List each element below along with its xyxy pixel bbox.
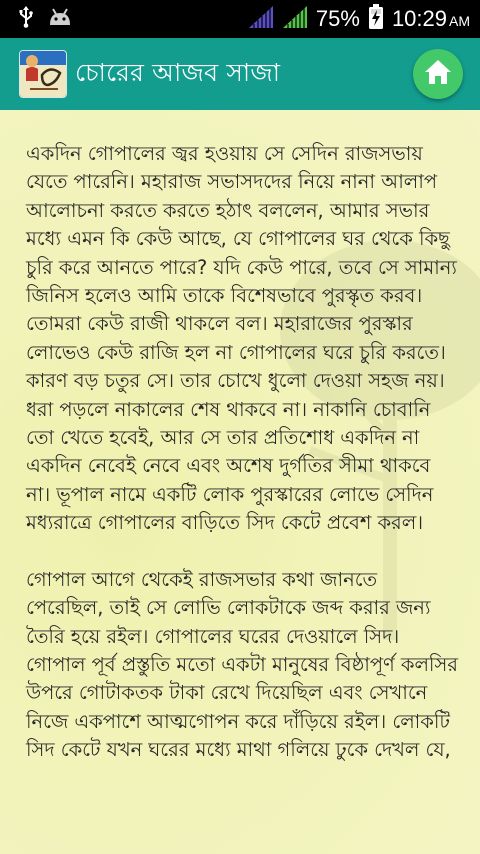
home-button[interactable]: [413, 49, 463, 99]
battery-percent: 75%: [315, 6, 360, 31]
story-content[interactable]: [0, 110, 480, 854]
status-bar: [0, 0, 480, 38]
app-bar: [0, 38, 480, 110]
gopal-bhar-logo-icon: [19, 50, 67, 98]
battery-charging-icon: [368, 4, 384, 34]
wifi-signal-icon: [248, 5, 274, 33]
story-paragraph: গোপাল আগে থেকেই রাজসভার কথা জানতে পেরেছিল, তাই সে লোভি লোকটাকে জব্দ করার জন্য তৈরি হয়ে রইল। গোপালের ঘরের দেওয়ালে সিদ। গোপাল পূর্ব প্রস্তুতি মতো একটা মানুষের বিষ্ঠাপূর্ণ কলসির উপরে গোটাকতক টাকা রেখে দিয়েছিল এবং সেখানে নিজে একপাশে আত্মগোপন করে দাঁড়িয়ে রইল। লোকটি সিদ কেটে যখন ঘরের মধ্যে মাথা গলিয়ে ঢুকে দেখল যে,: [26, 567, 458, 762]
android-icon: [48, 8, 72, 30]
page-title: চোরের আজব সাজা: [75, 57, 281, 87]
clock-ampm: AM: [449, 13, 470, 29]
home-icon: [424, 59, 452, 89]
clock: [392, 6, 470, 32]
usb-icon: [18, 6, 34, 32]
cell-signal-icon: [282, 5, 308, 33]
clock-time: 10:29: [391, 6, 447, 31]
story-paragraph: একদিন গোপালের জ্বর হওয়ায় সে সেদিন রাজসভায় যেতে পারেনি। মহারাজ সভাসদদের নিয়ে নানা আলাপ আলোচনা করতে করতে হঠাৎ বললেন, আমার সভার মধ্যে এমন কি কেউ আছে, যে গোপালের ঘর থেকে কিছু চুরি করে আনতে পারে? যদি কেউ পারে, তবে সে সামান্য জিনিস হলেও আমি তাকে বিশেষভাবে পুরস্কৃত করব। তোমরা কেউ রাজী থাকলে বল। মহারাজের পুরস্কার লোভেও কেউ রাজি হল না গোপালের ঘরে চুরি করতে। কারণ বড় চতুর সে। তার চোখে ধুলো দেওয়া সহজ নয়। ধরা পড়লে নাকালের শেষ থাকবে না। নাকানি চোবানি তো খেতে হবেই, আর সে তার প্রতিশোধ একদিন না একদিন নেবেই নেবে এবং অশেষ দুর্গতির সীমা থাকবে না। ভূপাল নামে একটি লোক পুরস্কারের লোভে সেদিন মধ্যরাত্রে গোপালের বাড়িতে সিদ কেটে প্রবেশ করল।: [26, 142, 457, 535]
